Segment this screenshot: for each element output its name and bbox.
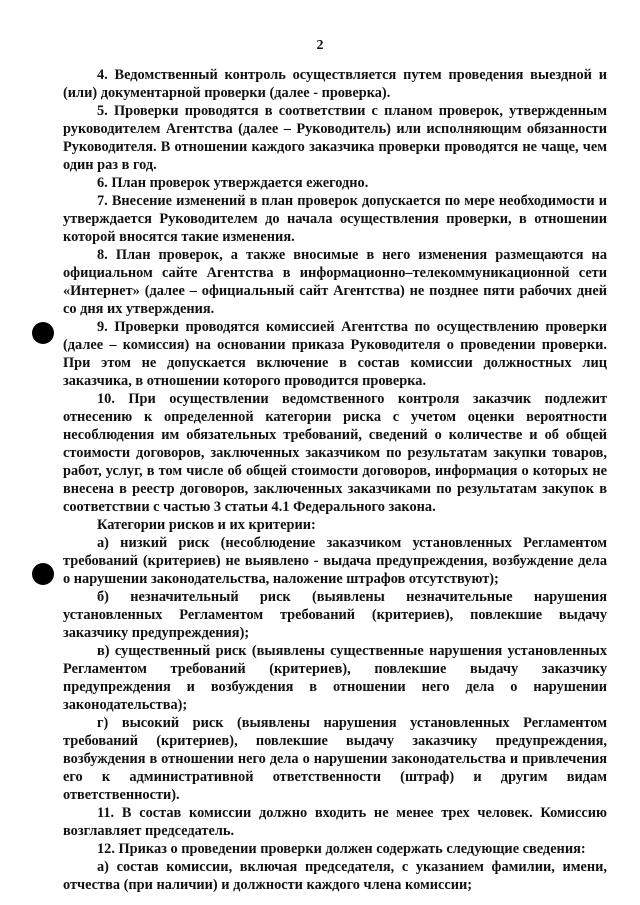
risk-category-b: б) незначительный риск (выявлены незначительные нарушения установленных Регламентом требований (критериев), повлекшие выдачу заказчику предупреждения);: [63, 589, 607, 641]
paragraph-4: 4. Ведомственный контроль осуществляется путем проведения выездной и (или) документарной проверки (далее - проверка).: [63, 67, 607, 101]
paragraph-8: 8. План проверок, а также вносимые в него изменения размещаются на официальном сайте Агентства в информационно–телекоммуникационной сети «Интернет» (далее – официальный сайт Агентства) не позднее пяти рабочих дней со дня их утверждения.: [63, 247, 607, 317]
page-number: 2: [316, 38, 324, 53]
risk-category-a: а) низкий риск (несоблюдение заказчиком установленных Регламентом требований (критериев) не выявлено - выдача предупреждения, возбуждение дела о нарушении законодательства, наложение штрафов отсутствуют);: [63, 535, 607, 587]
risk-category-d: г) высокий риск (выявлены нарушения установленных Регламентом требований (критериев), повлекшие выдачу заказчику предупреждения, возбуждения в отношении него дела о нарушении законодательства и привлечения его к административной ответственности (штраф) и другим видам ответственности).: [63, 715, 607, 803]
paragraph-6: 6. План проверок утверждается ежегодно.: [97, 175, 369, 191]
paragraph-12-item-a: а) состав комиссии, включая председателя, с указанием фамилии, имени, отчества (при наличии) и должности каждого члена комиссии;: [63, 859, 607, 893]
risk-category-c: в) существенный риск (выявлены существенные нарушения установленных Регламентом требований (критериев), повлекшие выдачу заказчику предупреждения и возбуждения в отношении него дела о нарушении законодательства);: [63, 643, 607, 713]
paragraph-12: 12. Приказ о проведении проверки должен содержать следующие сведения:: [97, 841, 586, 857]
paragraph-5: 5. Проверки проводятся в соответствии с планом проверок, утвержденным руководителем Агентства (далее – Руководитель) или исполняющим обязанности Руководителя. В отношении каждого заказчика проверки проводятся не чаще, чем один раз в год.: [63, 103, 607, 173]
risk-categories-heading: Категории рисков и их критерии:: [97, 517, 316, 533]
document-body: [63, 66, 607, 894]
paragraph-7: 7. Внесение изменений в план проверок допускается по мере необходимости и утверждается Руководителем до начала осуществления проверки, в отношении которой вносятся такие изменения.: [63, 193, 607, 245]
punch-hole: [32, 563, 54, 585]
paragraph-10: 10. При осуществлении ведомственного контроля заказчик подлежит отнесению к определенной категории риска с учетом оценки вероятности несоблюдения им обязательных требований, сведений о количестве и об общей стоимости договоров, заключенных заказчиком по результатам закупки товаров, работ, услуг, в том числе об общей стоимости договоров, информация о которых не внесена в реестр договоров, заключенных заказчиками по результатам закупок в соответствии с частью 3 статьи 4.1 Федерального закона.: [63, 391, 607, 515]
paragraph-11: 11. В состав комиссии должно входить не менее трех человек. Комиссию возглавляет председатель.: [63, 805, 607, 839]
paragraph-9: 9. Проверки проводятся комиссией Агентства по осуществлению проверки (далее – комиссия) на основании приказа Руководителя о проведении проверки. При этом не допускается включение в состав комиссии должностных лиц заказчика, в отношении которого проводится проверка.: [63, 319, 607, 389]
punch-hole: [32, 322, 54, 344]
